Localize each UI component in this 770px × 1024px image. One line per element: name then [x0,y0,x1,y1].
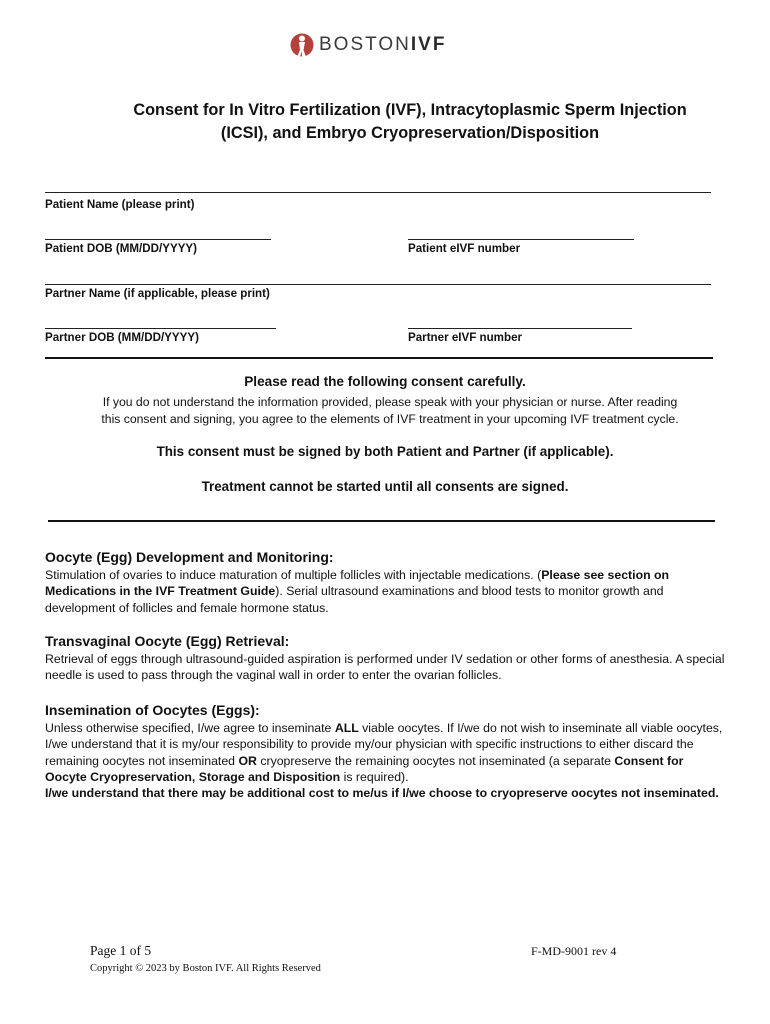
patient-name-field[interactable] [45,192,711,193]
retrieval-text: Retrieval of eggs through ultrasound-guided aspiration is performed under IV sedation or other forms of anesthesia. A special needle is used to pass through the vaginal wall in order to enter the ovarian follicles. [45,652,725,683]
document-title [60,99,760,145]
divider-middle [48,520,715,522]
additional-cost-notice: I/we understand that there may be additional cost to me/us if I/we choose to cryopreserve oocytes not inseminated. [45,786,719,801]
logo-wordmark: BOSTONIVF [319,34,447,55]
insemination-text: Unless otherwise specified, I/we agree to inseminate ALL viable oocytes. If I/we do not wish to inseminate all viable oocytes, I/we understand that it is my/our responsibility to provide my/our physician with specific instructions to either discard the remaining oocytes not inseminated OR cryopreserve the remaining oocytes not inseminated (a separate Consent for Oocyte Cryopreservation, Storage and Disposition is required). I/we understand that there may be additional cost to me/us if I/we choose to cryopreserve oocytes not inseminated. [45,721,723,801]
partner-name-label: Partner Name (if applicable, please print) [45,287,270,300]
intro-line-2: this consent and signing, you agree to the elements of IVF treatment in your upcoming IVF treatment cycle. [101,412,679,426]
boston-ivf-logo-icon [290,31,316,59]
read-carefully-heading: Please read the following consent carefully. [244,374,526,389]
title-line-1: Consent for In Vitro Fertilization (IVF), Intracytoplasmic Sperm Injection [133,101,687,119]
must-sign-notice: This consent must be signed by both Patient and Partner (if applicable). [156,444,614,459]
oocyte-development-text: Stimulation of ovaries to induce maturation of multiple follicles with injectable medications. (Please see section on Medications in the IVF Treatment Guide). Serial ultrasound examinations and blood tests to monitor growth and development of follicles and female hormone status. [45,568,670,615]
partner-dob-label: Partner DOB (MM/DD/YYYY) [45,331,199,344]
title-line-2: (ICSI), and Embryo Cryopreservation/Disposition [220,124,600,142]
patient-dob-label: Patient DOB (MM/DD/YYYY) [45,242,198,255]
cannot-start-notice: Treatment cannot be started until all consents are signed. [201,479,569,494]
partner-dob-field[interactable] [45,328,276,329]
intro-line-1: If you do not understand the information provided, please speak with your physician or nurse. After reading [102,395,678,409]
divider-top [45,357,713,359]
oocyte-development-heading: Oocyte (Egg) Development and Monitoring: [45,549,334,565]
intro-paragraph [45,394,735,428]
copyright: Copyright © 2023 by Boston IVF. All Rights Reserved [90,963,321,974]
partner-name-field[interactable] [45,284,711,285]
patient-eivf-label: Patient eIVF number [408,242,521,255]
patient-name-label: Patient Name (please print) [45,198,195,211]
boston-ivf-logo [290,30,446,60]
patient-eivf-field[interactable] [408,239,634,240]
form-code: F-MD-9001 rev 4 [531,944,617,958]
retrieval-heading: Transvaginal Oocyte (Egg) Retrieval: [45,633,290,649]
partner-eivf-field[interactable] [408,328,632,329]
partner-eivf-label: Partner eIVF number [408,331,523,344]
patient-dob-field[interactable] [45,239,271,240]
page-number: Page 1 of 5 [90,943,152,958]
insemination-heading: Insemination of Oocytes (Eggs): [45,702,260,718]
